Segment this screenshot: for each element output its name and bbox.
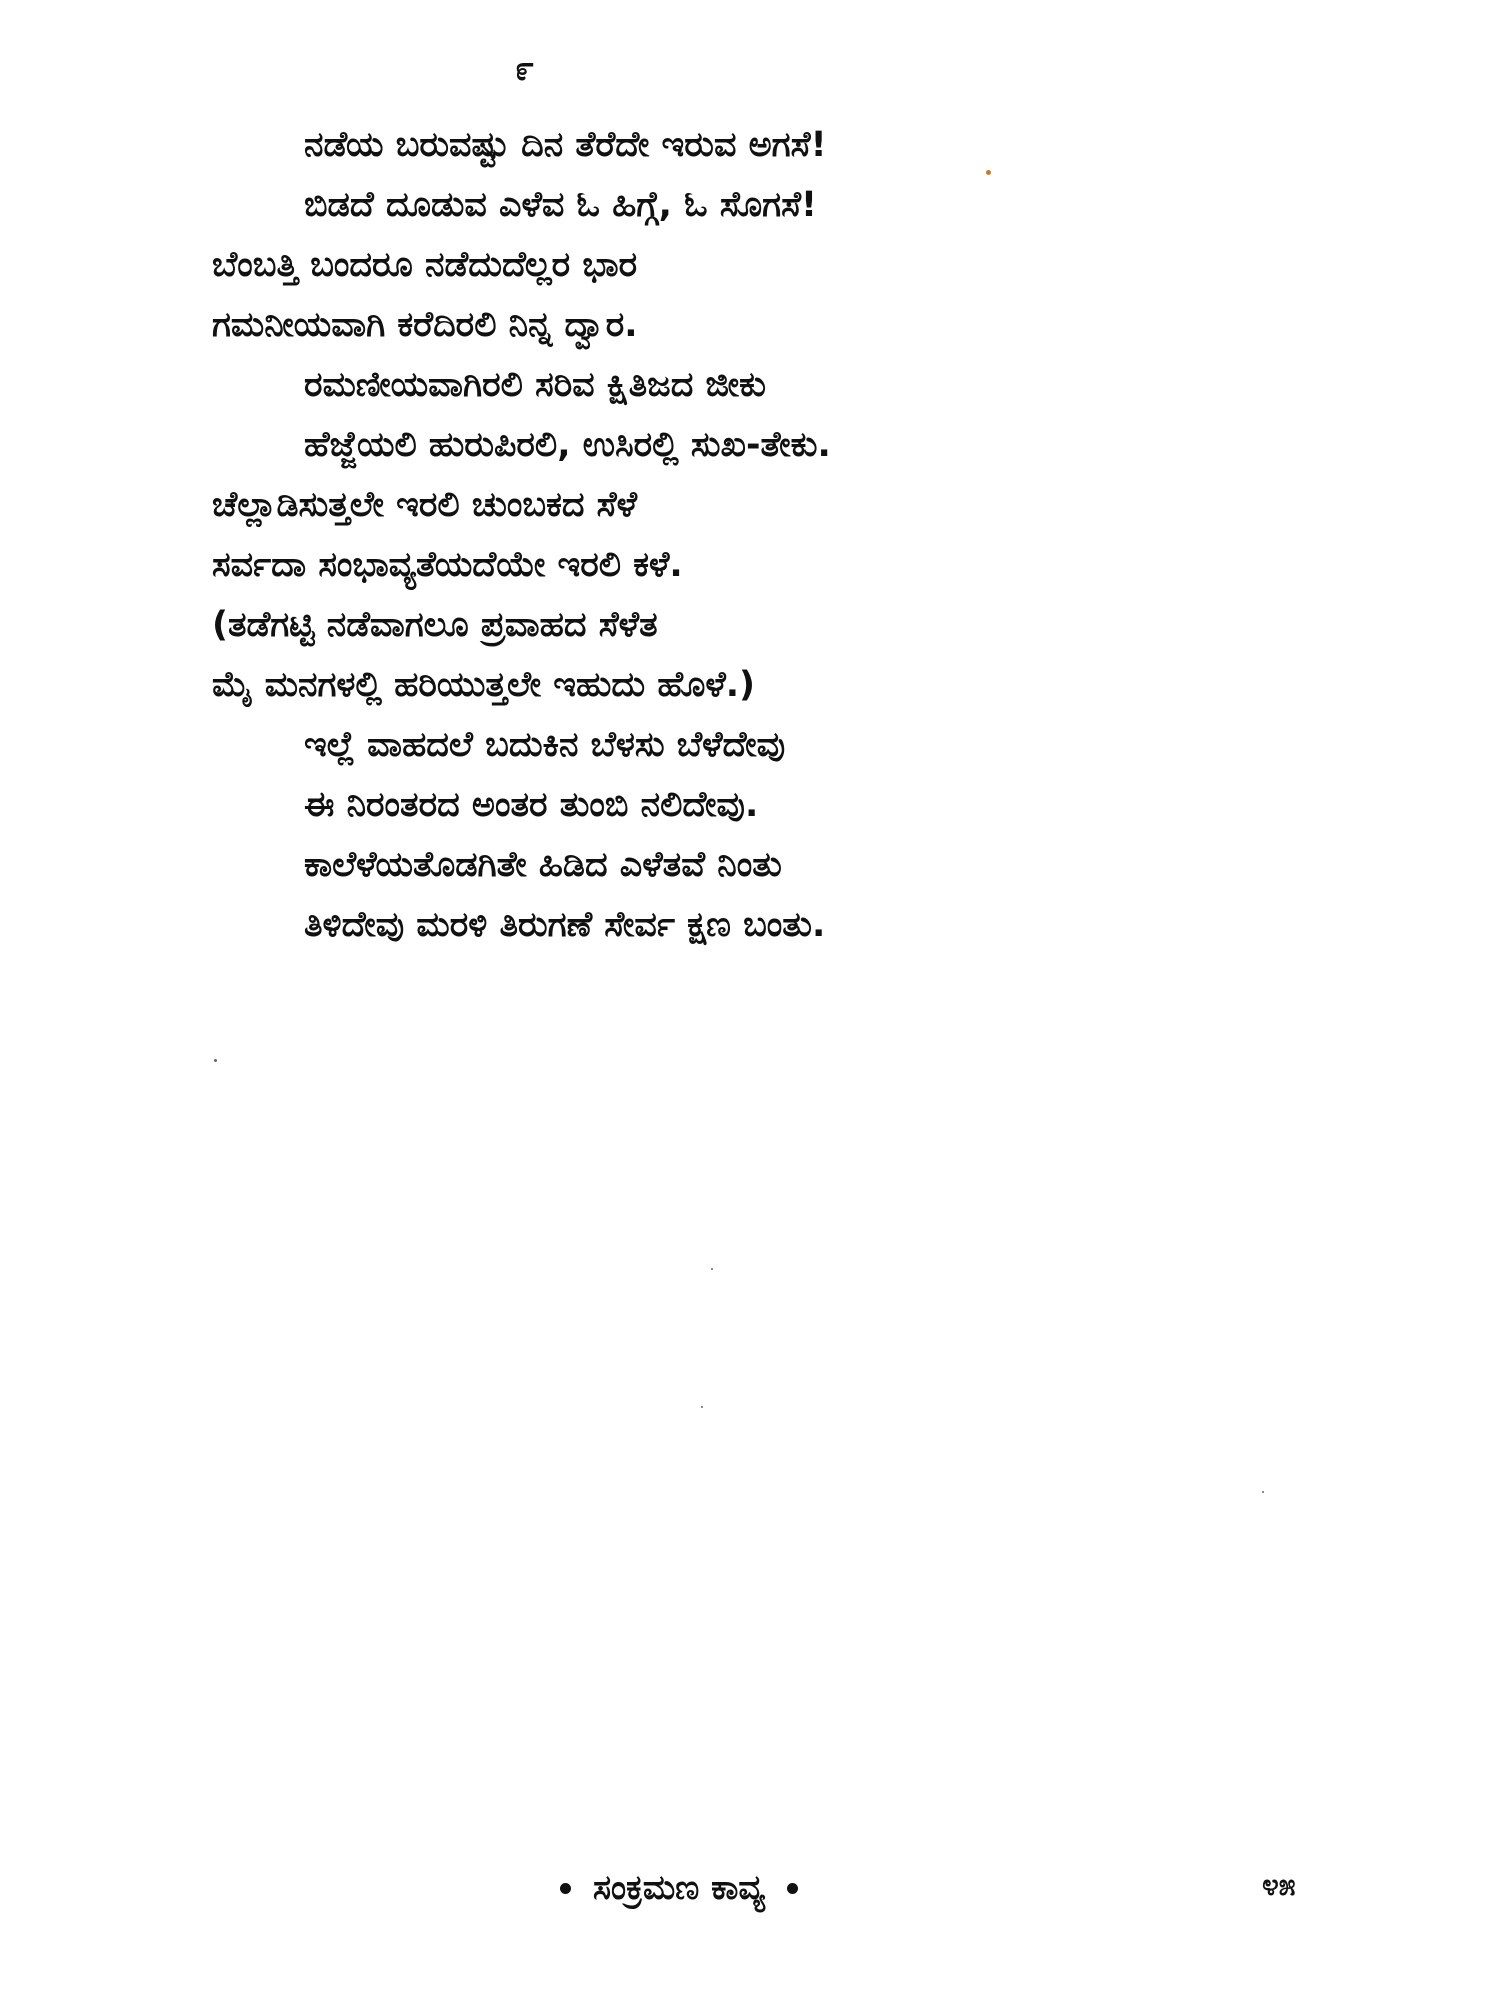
poem-line: ಚೆಲ್ಲಾಡಿಸುತ್ತಲೇ ಇರಲಿ ಚುಂಬಕದ ಸೆಳೆ bbox=[212, 485, 638, 525]
poem-line: ನಡೆಯ ಬರುವಷ್ಟು ದಿನ ತೆರೆದೇ ಇರುವ ಅಗಸೆ! bbox=[304, 125, 827, 165]
poem-line: ರಮಣೀಯವಾಗಿರಲಿ ಸರಿವ ಕ್ಷಿತಿಜದ ಜೀಕು bbox=[304, 365, 766, 405]
poem-line: ತಿಳಿದೇವು ಮರಳಿ ತಿರುಗಣೆ ಸೇರ್ವ ಕ್ಷಣ ಬಂತು. bbox=[304, 905, 826, 945]
poem-line: ಕಾಲೆಳೆಯತೊಡಗಿತೇ ಹಿಡಿದ ಎಳೆತವೆ ನಿಂತು bbox=[304, 845, 782, 885]
poem-line: ಬಿಡದೆ ದೂಡುವ ಎಳೆವ ಓ ಹಿಗ್ಗೆ, ಓ ಸೊಗಸೆ! bbox=[304, 185, 818, 225]
poem-line: ಸರ್ವದಾ ಸಂಭಾವ್ಯತೆಯದೆಯೇ ಇರಲಿ ಕಳೆ. bbox=[212, 545, 683, 585]
scan-speck bbox=[214, 1059, 217, 1062]
scan-speck bbox=[1262, 1491, 1264, 1493]
bullet-icon bbox=[560, 1883, 571, 1894]
poem-line: ಮೈ ಮನಗಳಲ್ಲಿ ಹರಿಯುತ್ತಲೇ ಇಹುದು ಹೊಳೆ.) bbox=[212, 665, 756, 705]
footer-title: ಸಂಕ್ರಮಣ ಕಾವ್ಯ bbox=[593, 1868, 765, 1908]
footer-title-block bbox=[560, 1868, 798, 1908]
top-page-number: ೯ bbox=[515, 49, 535, 89]
poem-line: ಗಮನೀಯವಾಗಿ ಕರೆದಿರಲಿ ನಿನ್ನ ದ್ವಾರ. bbox=[212, 305, 638, 345]
poem-line: ಹೆಜ್ಜೆಯಲಿ ಹುರುಪಿರಲಿ, ಉಸಿರಲ್ಲಿ ಸುಖ-ತೇಕು. bbox=[304, 425, 831, 465]
poem-line: ಬೆಂಬತ್ತಿ ಬಂದರೂ ನಡೆದುದೆಲ್ಲರ ಭಾರ bbox=[212, 245, 638, 285]
scan-speck bbox=[711, 1268, 713, 1270]
scan-speck bbox=[701, 1406, 703, 1408]
poem-line: ಈ ನಿರಂತರದ ಅಂತರ ತುಂಬಿ ನಲಿದೇವು. bbox=[304, 785, 759, 825]
poem-line: (ತಡೆಗಟ್ಟಿ ನಡೆವಾಗಲೂ ಪ್ರವಾಹದ ಸೆಳೆತ bbox=[212, 605, 658, 645]
poem-line: ಇಲ್ಲೆ ವಾಹದಲೆ ಬದುಕಿನ ಬೆಳಸು ಬೆಳೆದೇವು bbox=[304, 725, 786, 765]
bullet-icon bbox=[787, 1883, 798, 1894]
scan-speck bbox=[986, 170, 991, 175]
bottom-page-number: ೪೫ bbox=[1262, 1868, 1296, 1903]
